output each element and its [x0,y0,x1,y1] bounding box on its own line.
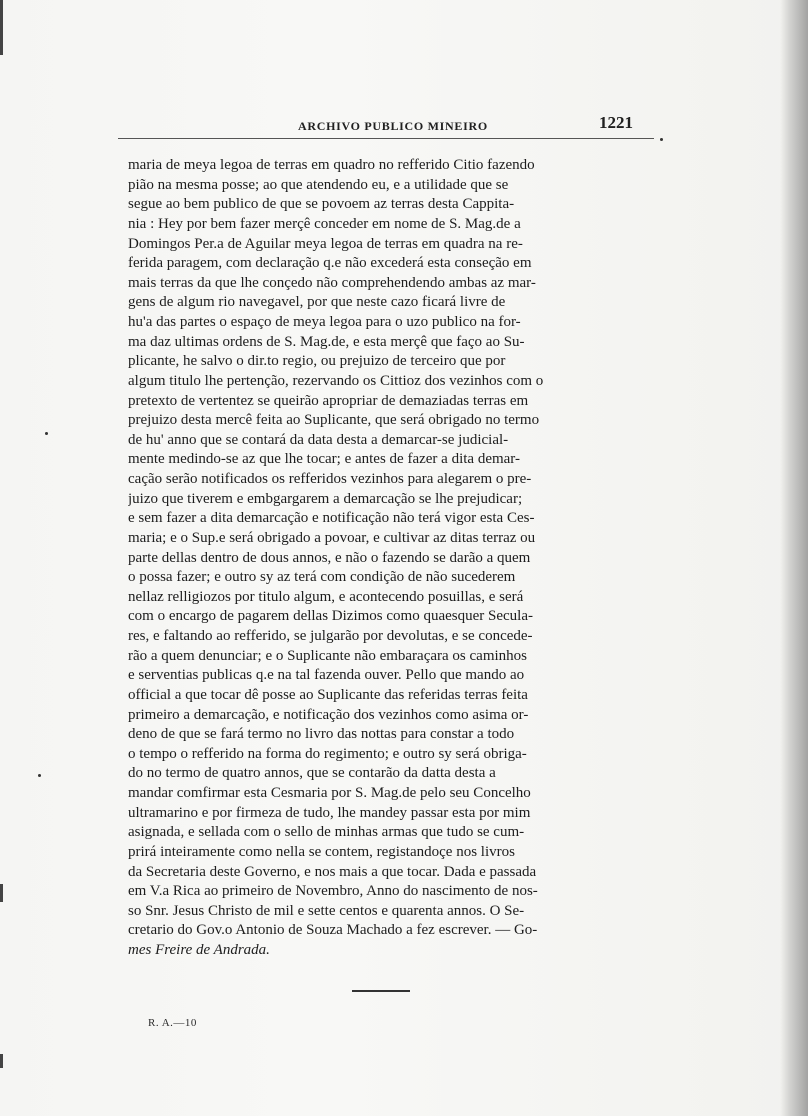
text-line: deno de que se fará termo no livro das nottas para constar a todo [128,726,515,743]
text-line: algum titulo lhe pertenção, rezervando os Cittioz dos vezinhos com o [128,372,544,389]
text-line: nellaz relligiozos por titulo algum, e acontecendo posuillas, e será [128,588,524,605]
text-line: Domingos Per.a de Aguilar meya legoa de terras em quadra na re- [128,235,523,252]
header-rule [118,138,654,139]
text-line: com o encargo de pagarem dellas Dizimos como quaesquer Secula- [128,608,533,625]
page-edge-shadow [780,0,808,1116]
text-line: official a que tocar dê posse ao Suplicante das referidas terras feita [128,686,528,703]
page-number: 1221 [599,113,633,132]
text-line: da Secretaria deste Governo, e nos mais a que tocar. Dada e passada [128,863,537,880]
text-line: ma daz ultimas ordens de S. Mag.de, e esta merçê que faço ao Su- [128,333,525,350]
text-line: de hu' anno que se contará da data desta a demarcar-se judicial- [128,431,509,448]
text-line: maria de meya legoa de terras em quadro no refferido Citio fazendo [128,157,535,173]
text-line: mes Freire de Andrada. [128,942,270,958]
body-text [128,156,631,961]
text-line: ultramarino e por firmeza de tudo, lhe mandey passar esta por mim [128,804,531,821]
footnote-mark: R. A.—10 [148,1017,197,1029]
text-line: parte dellas dentro de dous annos, e não o fazendo se darão a quem [128,549,531,566]
running-header-title: ARCHIVO PUBLICO MINEIRO [298,119,488,133]
text-line: pretexto de vertentez se queirão apropriar de demaziadas terras em [128,392,529,409]
text-line: segue ao bem publico de que se povoem az terras desta Cappita- [128,196,515,213]
text-line: gens de algum rio navegavel, por que neste cazo ficará livre de [128,294,506,311]
scan-speck [38,774,41,777]
text-line: o possa fazer; e outro sy az terá com condição de não sucederem [128,569,516,586]
text-line: plicante, he salvo o dir.to regio, ou prejuizo de terceiro que por [128,353,506,370]
text-line: hu'a das partes o espaço de meya legoa para o uzo publico na for- [128,314,521,330]
text-line: mandar comfirmar esta Cesmaria por S. Mag.de pelo seu Concelho [128,785,531,801]
text-line: prejuizo desta mercê feita ao Suplicante, que será obrigado no termo [128,412,540,429]
text-line: cretario do Gov.o Antonio de Souza Machado a fez escrever. — Go- [128,922,538,939]
text-line: primeiro a demarcação, e notificação dos vezinhos como asima or- [128,706,529,723]
text-line: maria; e o Sup.e será obrigado a povoar, e cultivar az ditas terraz ou [128,529,536,546]
scan-speck [45,432,48,435]
text-line: mais terras da que lhe conçedo não comprehendendo ambas az mar- [128,274,536,291]
text-line: so Snr. Jesus Christo de mil e sette centos e quarenta annos. O Se- [128,902,525,919]
scan-edge-mark [0,0,3,55]
text-line: e serventias publicas q.e na tal fazenda ouver. Pello que mando ao [128,667,525,684]
scan-edge-mark [0,884,3,902]
text-line: pião na mesma posse; ao que atendendo eu, e a utilidade que se [128,176,509,193]
text-line: e sem fazer a dita demarcação e notificação não terá vigor esta Ces- [128,510,535,527]
scan-speck [660,138,663,141]
text-line: cação serão notificados os refferidos vezinhos para alegarem o pre- [128,471,532,487]
text-line: res, e faltando ao refferido, se julgarão por devolutas, e se concede- [128,628,533,644]
text-line: o tempo o refferido na forma do regimento; e outro sy será obriga- [128,745,527,762]
text-line: prirá inteiramente como nella se contem, registandoçe nos livros [128,843,515,860]
text-line: do no termo de quatro annos, que se contarão da datta desta a [128,765,496,782]
text-line: rão a quem denunciar; e o Suplicante não embaraçara os caminhos [128,647,528,664]
text-line: em V.a Rica ao primeiro de Novembro, Anno do nascimento de nos- [128,883,538,900]
text-line: juizo que tiverem e embgargarem a demarcação se lhe prejudicar; [128,490,523,507]
text-line: asignada, e sellada com o sello de minhas armas que tudo se cum- [128,824,525,841]
text-line: ferida paragem, com declaração q.e não excederá esta conseção em [128,255,532,272]
closing-rule [352,990,410,992]
scan-edge-mark [0,1054,3,1068]
text-line: nia : Hey por bem fazer merçê conceder em nome de S. Mag.de a [128,215,521,232]
text-line: mente medindo-se az que lhe tocar; e antes de fazer a dita demar- [128,451,520,468]
